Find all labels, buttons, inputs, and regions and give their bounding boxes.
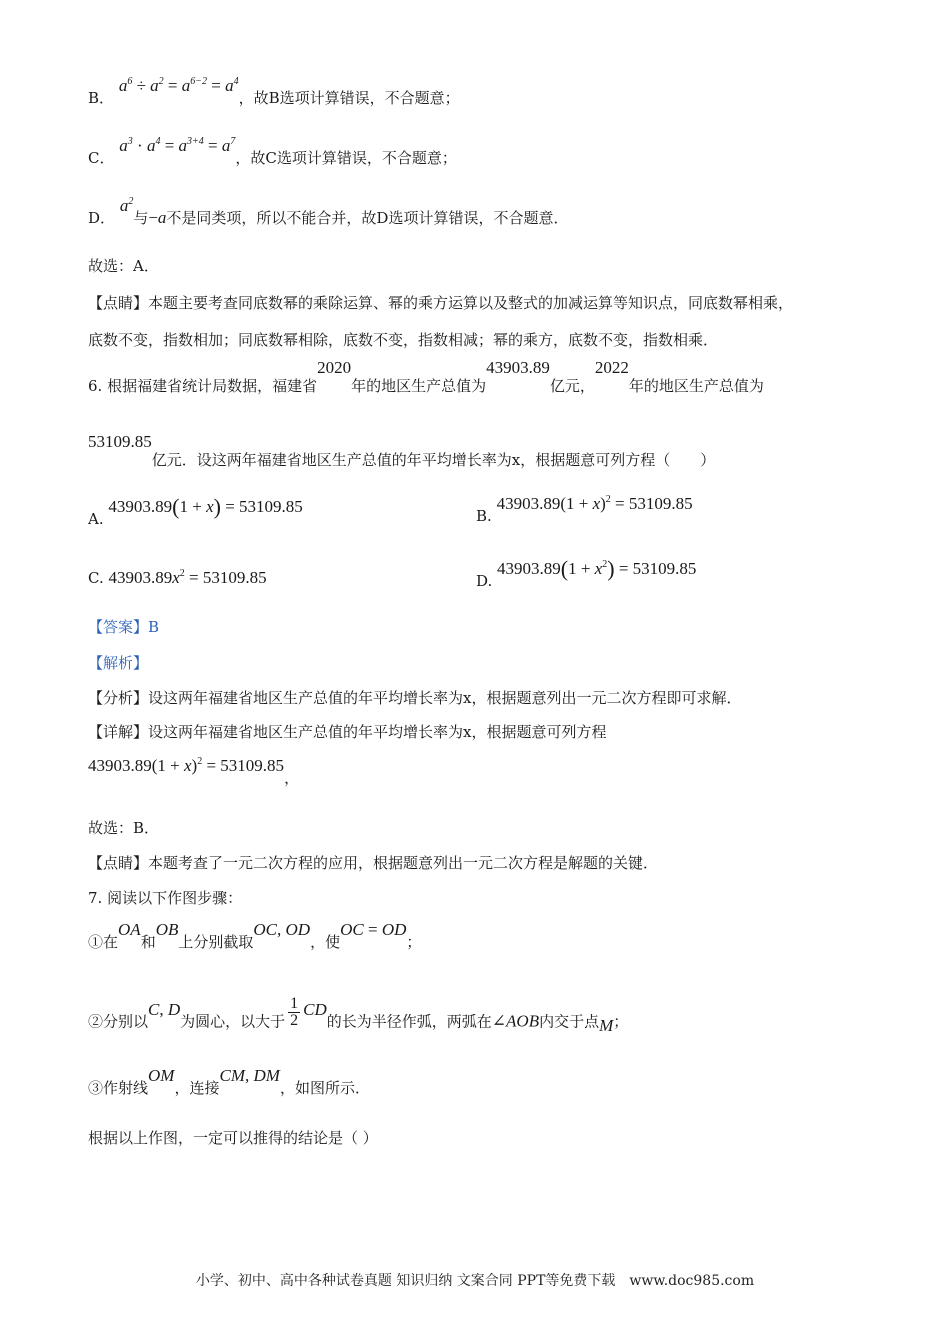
- q6-answer: 【答案】B: [88, 618, 160, 636]
- page-footer: 小学、初中、高中各种试卷真题 知识归纳 文案合同 PPT等免费下载 www.doc985.com: [195, 1273, 755, 1289]
- q7-step1: ①在OA和OB上分别截取OC, OD，使OC = OD；: [88, 920, 422, 951]
- q5-option-c-solution: C． $a^3 \cdot a^4 = a^{3+4} = a^7$，故C选项计算错误，不合题意；: [88, 136, 457, 167]
- q6-option-c: C. $43903.89x^2 = 53109.85$: [88, 568, 267, 587]
- q6-analysis-head: 【解析】: [88, 654, 149, 672]
- q6-choose: 故选：B．: [88, 819, 160, 837]
- q6-detail: 【详解】设这两年福建省地区生产总值的年平均增长率为x，根据题意可列方程: [88, 723, 607, 741]
- q6-stem-line2: 53109.85亿元．设这两年福建省地区生产总值的年平均增长率为x，根据题意可列方程（ ）: [88, 432, 716, 469]
- q5-option-b-solution: B． $a^6 \div a^2 = a^{6-2} = a^4$，故B选项计算错误，不合题意；: [88, 76, 460, 107]
- q7-stem: 7. 阅读以下作图步骤：: [88, 889, 243, 907]
- q6-option-a: A. 43903.89(1 + x) = 53109.85: [88, 494, 303, 528]
- one-half-fraction: $\frac{1}{2}$: [290, 995, 299, 1029]
- q6-analysis: 【分析】设这两年福建省地区生产总值的年平均增长率为x，根据题意列出一元二次方程即可求解．: [88, 689, 742, 707]
- q7-step3: ③作射线OM，连接CM, DM，如图所示．: [88, 1066, 370, 1097]
- q6-detail-equation: $43903.89(1 + x)^2 = 53109.85$，: [88, 756, 300, 787]
- q6-comment: 【点睛】本题考查了一元二次方程的应用，根据题意列出一元二次方程是解题的关键．: [88, 854, 659, 872]
- q7-ask: 根据以上作图，一定可以推得的结论是（ ）: [88, 1129, 378, 1147]
- q5-comment-line2: 底数不变，指数相加；同底数幂相除，底数不变，指数相减；幂的乘方，底数不变，指数相乘．: [88, 331, 719, 349]
- q6-option-d: D. $43903.89(1 + x^2) = 53109.85$: [476, 556, 697, 590]
- q6-stem-line1: 6. 根据福建省统计局数据，福建省2020年的地区生产总值为43903.89亿元，2022年的地区生产总值为: [88, 358, 764, 395]
- q5-comment-line1: 【点睛】本题主要考查同底数幂的乘除运算、幂的乘方运算以及整式的加减运算等知识点，同底数幂相乘，: [88, 294, 794, 312]
- q6-option-b: B. $43903.89(1 + x)^2 = 53109.85$: [476, 494, 693, 525]
- q5-choose: 故选：A．: [88, 257, 159, 275]
- q5-option-d-solution: D． $a^2$与−a不是同类项，所以不能合并，故D选项计算错误，不合题意．: [88, 196, 569, 227]
- q7-step2: ②分别以C, D为圆心，以大于 $\frac{1}{2}$ CD的长为半径作弧，两弧在∠AOB内交于点M；: [88, 995, 629, 1035]
